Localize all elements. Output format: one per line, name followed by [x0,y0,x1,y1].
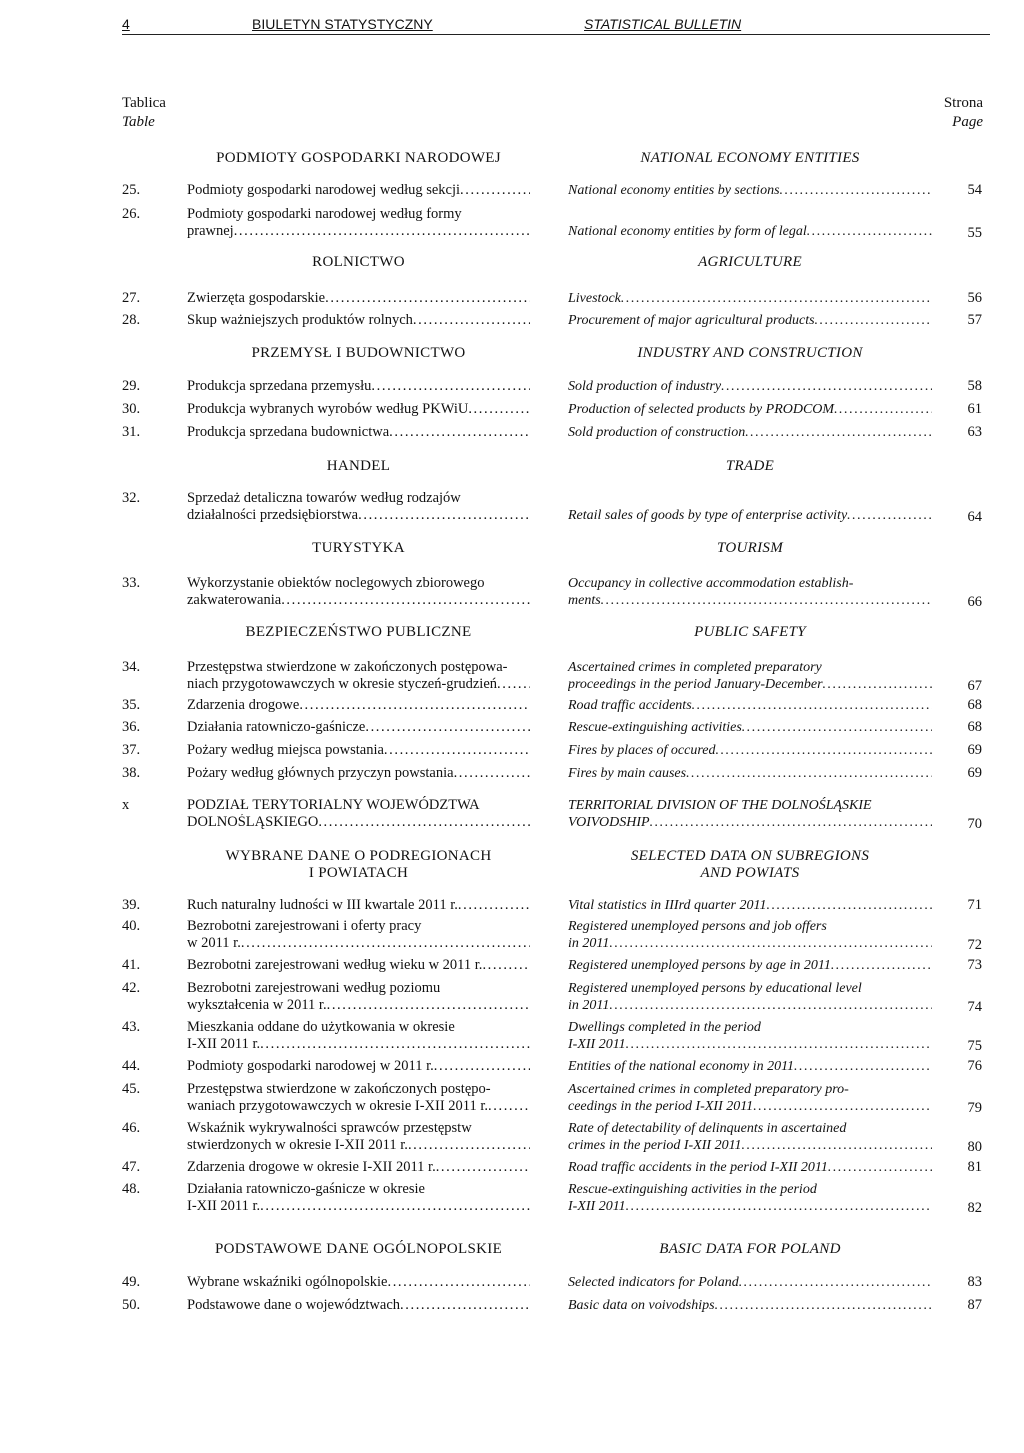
section-heading-pl [187,848,530,882]
entry-title-en-line: Procurement of major agricultural products [568,313,815,328]
running-header [122,10,990,35]
entry-title-pl-line: Wskaźnik wykrywalności sprawców przestępstw [187,1120,472,1136]
dot-leader [458,897,530,914]
entry-title-en-line: crimes in the period I-XII 2011 [568,1138,742,1153]
entry-title-pl-line: Wybrane wskaźniki ogólnopolskie [187,1274,388,1290]
section-heading-pl [187,540,530,557]
entry-title-pl [187,980,530,1014]
entry-title-en-line: Rate of detectability of delinquents in ascertained [568,1121,847,1136]
table-number: 43. [122,1019,141,1035]
table-number: 25. [122,182,141,198]
entry-title-en-line: I-XII 2011 [568,1037,626,1052]
dot-leader [497,676,530,693]
entry-title-en-line: Road traffic accidents [568,698,692,713]
dot-leader [488,1098,530,1115]
page-reference: 70 [967,816,982,832]
entry-title-en [568,1159,932,1176]
entry-title-pl-line: Ruch naturalny ludności w III kwartale 2011 r. [187,897,458,913]
entry-title-en-line: Ascertained crimes in completed preparatory [568,660,822,675]
entry-title-en-line: Fires by main causes [568,766,687,781]
section-heading-en [568,1241,932,1258]
entry-title-pl [187,424,530,441]
page-reference: 68 [967,697,982,713]
table-number: 40. [122,918,141,934]
page-reference: 54 [967,182,982,198]
entry-title-pl [187,575,530,609]
entry-title-en-line: in 2011 [568,936,610,951]
entry-title-pl-line: I-XII 2011 r. [187,1198,261,1214]
page-column-heading [930,94,983,132]
dot-leader [831,957,932,974]
section-heading-en [568,624,932,641]
dot-leader [626,1198,932,1215]
section-heading-en [568,458,932,475]
dot-leader [721,378,932,395]
table-number: 47. [122,1159,141,1175]
section-heading-pl-text: WYBRANE DANE O PODREGIONACH [225,848,492,864]
section-heading-pl [187,1241,530,1258]
entry-title-en-line: in 2011 [568,998,610,1013]
entry-title-pl-line: Sprzedaż detaliczna towarów według rodzajów [187,490,461,506]
entry-title-pl-line: PODZIAŁ TERYTORIALNY WOJEWÓDZTWA [187,797,480,813]
page-reference: 69 [967,765,982,781]
page-reference: 64 [967,509,982,525]
entry-title-en-line: Rescue-extinguishing activities [568,720,742,735]
entry-title-pl-line: Przestępstwa stwierdzone w zakończonych postępo- [187,1081,491,1097]
dot-leader [454,765,530,782]
entry-title-pl [187,312,530,329]
section-heading-en-text: INDUSTRY AND CONSTRUCTION [637,345,863,361]
dot-leader [753,1098,932,1115]
entry-title-en [568,1019,932,1053]
page-reference: 82 [967,1200,982,1216]
page-reference: 74 [967,999,982,1015]
page-reference: 79 [967,1100,982,1116]
entry-title-en [568,378,932,395]
page-reference: 68 [967,719,982,735]
entry-title-en-line: Vital statistics in IIIrd quarter 2011 [568,898,767,913]
entry-title-en-line: Registered unemployed persons by educational level [568,981,862,996]
table-number: 42. [122,980,141,996]
table-heading-en: Table [122,114,155,130]
dot-leader [371,378,530,395]
entry-title-pl [187,659,530,693]
entry-title-pl-line: Pożary według głównych przyczyn powstania [187,765,454,781]
table-number: 35. [122,697,141,713]
entry-title-en [568,957,932,974]
entry-title-pl-line: Przestępstwa stwierdzone w zakończonych postępowa- [187,659,508,675]
dot-leader [327,997,530,1014]
dot-leader [436,1159,530,1176]
table-number: 28. [122,312,141,328]
section-heading-en-text: NATIONAL ECONOMY ENTITIES [640,150,860,166]
entry-title-en-line: National economy entities by form of legal [568,224,807,239]
page-reference: 75 [967,1038,982,1054]
entry-title-pl [187,918,530,952]
entry-title-pl-line: Produkcja sprzedana budownictwa [187,424,390,440]
dot-leader [739,1274,932,1291]
section-heading-pl [187,624,530,641]
dot-leader [715,742,932,759]
dot-leader [766,897,932,914]
entry-title-pl-line: Produkcja wybranych wyrobów według PKWiU [187,401,469,417]
entry-title-en-line: Dwellings completed in the period [568,1020,761,1035]
entry-title-pl-line: Bezrobotni zarejestrowani według wieku w 2011 r. [187,957,483,973]
entry-title-en [568,797,932,831]
section-heading-en-text: BASIC DATA FOR POLAND [659,1241,841,1257]
entry-title-pl-line: Wykorzystanie obiektów noclegowych zbiorowego [187,575,485,591]
section-heading-pl-text: HANDEL [326,458,391,474]
dot-leader [621,290,932,307]
entry-title-en [568,719,932,736]
entry-title-pl-line: Podstawowe dane o województwach [187,1297,401,1313]
entry-title-pl [187,1120,530,1154]
dot-leader [434,1058,530,1075]
section-heading-en-text: AGRICULTURE [698,254,802,270]
table-number: 48. [122,1181,141,1197]
entry-title-en-line: Fires by places of occured [568,743,716,758]
entry-title-en-line: proceedings in the period January-December [568,677,823,692]
entry-title-en [568,897,932,914]
page-reference: 66 [967,594,982,610]
dot-leader [686,765,932,782]
entry-title-en [568,1120,932,1154]
entry-title-pl-line: Mieszkania oddane do użytkowania w okresie [187,1019,455,1035]
entry-title-en [568,1297,932,1314]
entry-title-pl-line: Skup ważniejszych produktów rolnych [187,312,413,328]
entry-title-pl [187,765,530,782]
entry-title-en [568,290,932,307]
entry-title-pl-line: stwierdzonych w okresie I-XII 2011 r. [187,1137,408,1153]
entry-title-pl-line: działalności przedsiębiorstwa [187,507,359,523]
page-reference: 81 [967,1159,982,1175]
dot-leader [358,507,530,524]
entry-title-pl [187,1274,530,1291]
table-number: 41. [122,957,141,973]
dot-leader [389,424,530,441]
entry-title-en-line: Registered unemployed persons by age in 2011 [568,958,831,973]
table-number: 26. [122,206,141,222]
table-number: 49. [122,1274,141,1290]
entry-title-pl-line: Podmioty gospodarki narodowej w 2011 r. [187,1058,434,1074]
entry-title-pl [187,1019,530,1053]
entry-title-pl [187,1058,530,1075]
dot-leader [400,1297,530,1314]
dot-leader [692,697,932,714]
page-reference: 57 [967,312,982,328]
entry-title-pl [187,742,530,759]
table-column-heading [122,94,166,132]
dot-leader [609,997,932,1014]
section-heading-pl-text: PODSTAWOWE DANE OGÓLNOPOLSKIE [214,1241,503,1257]
entry-title-pl [187,797,530,831]
entry-title-en [568,1058,932,1075]
entry-title-pl [187,182,530,199]
table-number: 45. [122,1081,141,1097]
dot-leader [742,1137,932,1154]
entry-title-en-line: Entities of the national economy in 2011 [568,1059,795,1074]
table-number: 27. [122,290,141,306]
dot-leader [460,182,530,199]
dot-leader [260,1198,530,1215]
dot-leader [365,719,530,736]
entry-title-pl-line: Podmioty gospodarki narodowej według sekcji [187,182,461,198]
entry-title-en-line: Sold production of construction [568,425,746,440]
entry-title-pl-line: Produkcja sprzedana przemysłu [187,378,372,394]
entry-title-en-line: ments [568,593,601,608]
dot-leader [325,290,530,307]
entry-title-pl-line: Działania ratowniczo-gaśnicze w okresie [187,1181,425,1197]
entry-title-en [568,1081,932,1115]
page-heading-en: Page [952,114,983,130]
entry-title-pl-line: prawnej [187,223,234,239]
dot-leader [847,507,932,524]
entry-title-en-line: National economy entities by sections [568,183,780,198]
section-heading-en [568,150,932,167]
page-reference: 72 [967,937,982,953]
entry-title-pl [187,206,530,240]
entry-title-en-line: Ascertained crimes in completed preparatory pro- [568,1082,849,1097]
entry-title-pl-line: Zwierzęta gospodarskie [187,290,326,306]
page-reference: 67 [967,678,982,694]
dot-leader [384,742,530,759]
entry-title-en-line: TERRITORIAL DIVISION OF THE DOLNOŚLĄSKIE [568,798,872,813]
entry-title-en-line: Basic data on voivodships [568,1298,715,1313]
entry-title-pl [187,897,530,914]
page-reference: 83 [967,1274,982,1290]
section-heading-en-text: TRADE [725,458,775,474]
section-heading-en-text: SELECTED DATA ON SUBREGIONS [630,848,870,864]
entry-title-en-line: Registered unemployed persons and job offers [568,919,827,934]
section-heading-pl [187,458,530,475]
dot-leader [815,312,932,329]
entry-title-pl-line: I-XII 2011 r. [187,1036,261,1052]
dot-leader [299,697,530,714]
entry-title-en [568,507,932,524]
dot-leader [794,1058,932,1075]
table-number: 38. [122,765,141,781]
bulletin-title-en: STATISTICAL BULLETIN [584,16,742,32]
table-heading-pl: Tablica [122,95,166,111]
entry-title-en [568,575,932,609]
dot-leader [413,312,530,329]
entry-title-pl-line: Podmioty gospodarki narodowej według formy [187,206,462,222]
entry-title-pl [187,378,530,395]
entry-title-pl-line: waniach przygotowawczych w okresie I-XII 2011 r. [187,1098,489,1114]
table-number: 39. [122,897,141,913]
entry-title-en [568,659,932,693]
table-number: 36. [122,719,141,735]
dot-leader [468,401,530,418]
dot-leader [715,1297,932,1314]
page-reference: 58 [967,378,982,394]
entry-title-pl-line: Bezrobotni zarejestrowani i oferty pracy [187,918,422,934]
dot-leader [482,957,530,974]
page-reference: 61 [967,401,982,417]
dot-leader [234,223,530,240]
page-reference: 63 [967,424,982,440]
bulletin-title-pl: BIULETYN STATYSTYCZNY [252,16,433,32]
entry-title-en [568,1274,932,1291]
entry-title-en-line: Retail sales of goods by type of enterprise activity [568,508,848,523]
page-number: 4 [122,16,130,32]
entry-title-en [568,424,932,441]
table-number: 31. [122,424,141,440]
page-reference: 73 [967,957,982,973]
entry-title-en-line: Rescue-extinguishing activities in the period [568,1182,817,1197]
dot-leader [650,814,932,831]
section-heading-pl-text: PODMIOTY GOSPODARKI NARODOWEJ [216,150,501,166]
entry-title-pl [187,290,530,307]
dot-leader [828,1159,932,1176]
entry-title-pl-line: Pożary według miejsca powstania [187,742,384,758]
page-reference: 69 [967,742,982,758]
section-heading-en [568,254,932,271]
table-number: 30. [122,401,141,417]
section-heading-pl-text: I POWIATACH [308,865,409,881]
section-heading-en [568,848,932,882]
entry-title-pl [187,1159,530,1176]
entry-title-pl-line: Zdarzenia drogowe [187,697,300,713]
dot-leader [387,1274,530,1291]
entry-title-pl [187,401,530,418]
entry-title-pl [187,1081,530,1115]
entry-title-en [568,980,932,1014]
entry-title-en [568,697,932,714]
table-number: 32. [122,490,141,506]
entry-title-pl [187,1297,530,1314]
entry-title-en-line: VOIVODSHIP [568,815,650,830]
table-number: 37. [122,742,141,758]
entry-title-pl [187,1181,530,1215]
dot-leader [626,1036,932,1053]
entry-title-en [568,918,932,952]
page-reference: 87 [967,1297,982,1313]
dot-leader [780,182,932,199]
page-reference: 55 [967,225,982,241]
dot-leader [823,676,932,693]
dot-leader [260,1036,530,1053]
table-number: 46. [122,1120,141,1136]
section-heading-en [568,345,932,362]
page-reference: 71 [967,897,982,913]
entry-title-en [568,401,932,418]
entry-title-en [568,312,932,329]
dot-leader [601,592,932,609]
section-heading-pl-text: ROLNICTWO [312,254,405,270]
entry-title-pl-line: Zdarzenia drogowe w okresie I-XII 2011 r. [187,1159,436,1175]
dot-leader [807,223,932,240]
entry-title-pl-line: Bezrobotni zarejestrowani według poziomu [187,980,441,996]
table-number: 50. [122,1297,141,1313]
dot-leader [318,814,530,831]
dot-leader [834,401,932,418]
entry-title-pl [187,957,530,974]
section-heading-pl-text: TURYSTYKA [312,540,405,556]
entry-title-pl-line: niach przygotowawczych w okresie styczeń-grudzień [187,676,498,692]
page-heading-pl: Strona [943,95,983,111]
table-number: 44. [122,1058,141,1074]
page-reference: 76 [967,1058,982,1074]
dot-leader [742,719,932,736]
dot-leader [281,592,530,609]
section-heading-pl-text: BEZPIECZEŃSTWO PUBLICZNE [245,624,472,640]
dot-leader [609,935,932,952]
entry-title-en-line: I-XII 2011 [568,1199,626,1214]
section-heading-pl-text: PRZEMYSŁ I BUDOWNICTWO [251,345,466,361]
entry-title-en [568,1181,932,1215]
table-number: 33. [122,575,141,591]
entry-title-pl-line: Działania ratowniczo-gaśnicze [187,719,366,735]
dot-leader [408,1137,530,1154]
entry-title-pl-line: DOLNOŚLĄSKIEGO [187,814,319,830]
table-number: x [122,797,130,813]
entry-title-en-line: Road traffic accidents in the period I-XII 2011 [568,1160,828,1175]
section-heading-en-text: AND POWIATS [700,865,800,881]
entry-title-en-line: Production of selected products by PRODCOM [568,402,835,417]
entry-title-en-line: Occupancy in collective accommodation establish- [568,576,854,591]
section-heading-en [568,540,932,557]
section-heading-en-text: PUBLIC SAFETY [694,624,806,640]
page-reference: 56 [967,290,982,306]
entry-title-en [568,223,932,240]
entry-title-pl [187,490,530,524]
entry-title-en [568,182,932,199]
dot-leader [745,424,932,441]
entry-title-pl-line: zakwaterowania [187,592,282,608]
entry-title-en-line: ceedings in the period I-XII 2011 [568,1099,754,1114]
entry-title-en-line: Selected indicators for Poland [568,1275,739,1290]
entry-title-en-line: Sold production of industry [568,379,722,394]
table-number: 29. [122,378,141,394]
page-reference: 80 [967,1139,982,1155]
entry-title-pl [187,697,530,714]
dot-leader [241,935,530,952]
section-heading-pl [187,150,530,167]
section-heading-pl [187,345,530,362]
section-heading-pl [187,254,530,271]
section-heading-en-text: TOURISM [717,540,783,556]
entry-title-pl-line: wykształcenia w 2011 r. [187,997,327,1013]
table-number: 34. [122,659,141,675]
entry-title-pl-line: w 2011 r. [187,935,241,951]
entry-title-en [568,765,932,782]
entry-title-en [568,742,932,759]
entry-title-pl [187,719,530,736]
entry-title-en-line: Livestock [568,291,621,306]
